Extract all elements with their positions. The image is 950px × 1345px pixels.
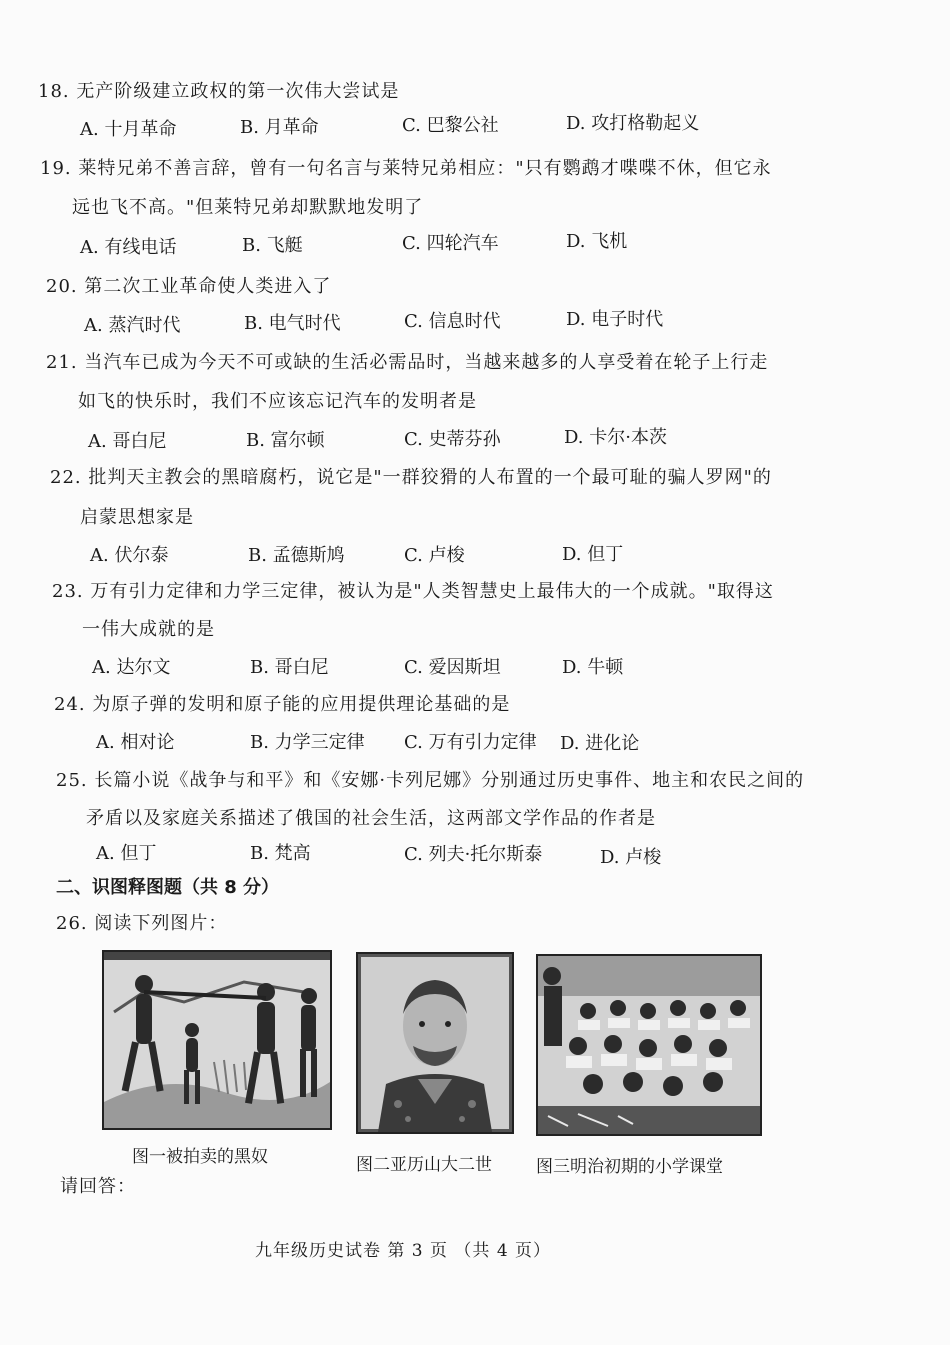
question-22-stem-2: 启蒙思想家是 — [80, 507, 194, 528]
q24-option-b: B. 力学三定律 — [250, 732, 365, 753]
q25-option-d: D. 卢梭 — [600, 847, 662, 868]
picture-1-slaves — [102, 950, 332, 1130]
q24-option-d: D. 进化论 — [560, 733, 640, 754]
question-24-stem: 24. 为原子弹的发明和原子能的应用提供理论基础的是 — [54, 694, 511, 715]
picture-3-classroom — [536, 954, 762, 1136]
question-25-stem-1: 25. 长篇小说《战争与和平》和《安娜·卡列尼娜》分别通过历史事件、地主和农民之间的 — [56, 770, 805, 791]
q22-option-b: B. 孟德斯鸠 — [248, 545, 345, 566]
q21-option-c: C. 史蒂芬孙 — [404, 429, 501, 450]
q25-option-b: B. 梵高 — [250, 843, 311, 864]
q21-option-a: A. 哥白尼 — [88, 431, 167, 452]
question-23-stem-2: 一伟大成就的是 — [82, 619, 215, 640]
q19-option-a: A. 有线电话 — [80, 237, 177, 258]
q20-option-d: D. 电子时代 — [566, 309, 664, 330]
section-2-title: 二、识图释图题（共 8 分） — [56, 877, 280, 898]
q23-option-a: A. 达尔文 — [92, 657, 171, 678]
slave-auction-illustration — [104, 952, 330, 1128]
picture-2-portrait — [356, 952, 514, 1134]
q18-option-d: D. 攻打格勒起义 — [566, 113, 700, 134]
meiji-classroom-illustration — [538, 956, 760, 1134]
caption-picture-3: 图三明治初期的小学课堂 — [536, 1157, 723, 1177]
caption-picture-2: 图二亚历山大二世 — [356, 1155, 492, 1175]
q21-option-d: D. 卡尔·本茨 — [564, 427, 667, 448]
q22-option-c: C. 卢梭 — [404, 545, 465, 566]
question-22-stem-1: 22. 批判天主教会的黑暗腐朽，说它是"一群狡猾的人布置的一个最可耻的骗人罗网"的 — [50, 467, 772, 488]
question-25-stem-2: 矛盾以及家庭关系描述了俄国的社会生活，这两部文学作品的作者是 — [86, 808, 656, 829]
q23-option-c: C. 爱因斯坦 — [404, 657, 501, 678]
question-19-stem-1: 19. 莱特兄弟不善言辞，曾有一句名言与莱特兄弟相应："只有鹦鹉才喋喋不休，但它永 — [40, 158, 772, 179]
alexander-ii-portrait — [358, 954, 512, 1132]
q20-option-a: A. 蒸汽时代 — [84, 315, 181, 336]
caption-picture-1: 图一被拍卖的黑奴 — [132, 1147, 268, 1167]
question-26-stem: 26. 阅读下列图片： — [56, 913, 228, 934]
page-footer: 九年级历史试卷 第 3 页 （共 4 页） — [255, 1241, 552, 1261]
q23-option-b: B. 哥白尼 — [250, 657, 329, 678]
q21-option-b: B. 富尔顿 — [246, 430, 325, 451]
question-20-stem: 20. 第二次工业革命使人类进入了 — [46, 276, 332, 297]
q24-option-c: C. 万有引力定律 — [404, 732, 537, 753]
q18-option-b: B. 月革命 — [240, 117, 319, 138]
q18-option-c: C. 巴黎公社 — [402, 115, 499, 136]
q24-option-a: A. 相对论 — [96, 732, 175, 753]
q20-option-c: C. 信息时代 — [404, 311, 501, 332]
q22-option-d: D. 但丁 — [562, 544, 624, 565]
q25-option-c: C. 列夫·托尔斯泰 — [404, 844, 543, 865]
question-21-stem-1: 21. 当汽车已成为今天不可或缺的生活必需品时，当越来越多的人享受着在轮子上行走 — [46, 352, 769, 373]
q22-option-a: A. 伏尔泰 — [90, 545, 169, 566]
q20-option-b: B. 电气时代 — [244, 313, 341, 334]
question-19-stem-2: 远也飞不高。"但莱特兄弟却默默地发明了 — [72, 197, 424, 218]
question-18-stem: 18. 无产阶级建立政权的第一次伟大尝试是 — [38, 81, 400, 102]
q19-option-c: C. 四轮汽车 — [402, 233, 499, 254]
q18-option-a: A. 十月革命 — [80, 119, 177, 140]
q25-option-a: A. 但丁 — [96, 843, 157, 864]
q23-option-d: D. 牛顿 — [562, 657, 624, 678]
q19-option-d: D. 飞机 — [566, 231, 628, 252]
answer-prompt: 请回答： — [60, 1176, 136, 1197]
question-21-stem-2: 如飞的快乐时，我们不应该忘记汽车的发明者是 — [78, 391, 477, 412]
q19-option-b: B. 飞艇 — [242, 235, 303, 256]
question-23-stem-1: 23. 万有引力定律和力学三定律，被认为是"人类智慧史上最伟大的一个成就。"取得这 — [52, 581, 774, 602]
